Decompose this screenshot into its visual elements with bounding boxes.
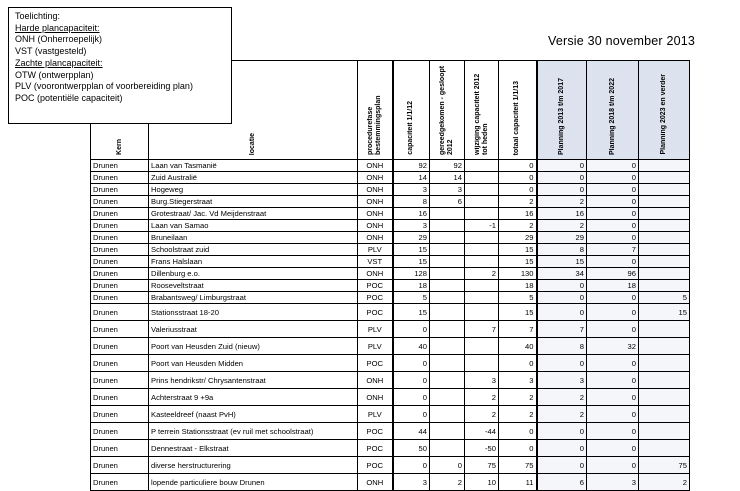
cell-locatie: diverse herstructurering — [149, 457, 358, 474]
cell-capaciteit: 14 — [393, 172, 430, 184]
cell-procedurefase: PLV — [358, 244, 393, 256]
cell-totaal: 40 — [499, 338, 537, 355]
cell-capaciteit: 44 — [393, 423, 430, 440]
header-capaciteit: capaciteit 1/1/12 — [393, 61, 430, 160]
cell-locatie: Bruneilaan — [149, 232, 358, 244]
cell-wijziging — [465, 208, 499, 220]
cell-planning-2013: 2 — [537, 196, 587, 208]
cell-planning-2018: 0 — [587, 256, 639, 268]
cell-gereedgekomen — [430, 304, 465, 321]
cell-procedurefase: ONH — [358, 172, 393, 184]
cell-wijziging — [465, 160, 499, 172]
cell-locatie: Laan van Samao — [149, 220, 358, 232]
cell-gereedgekomen: 92 — [430, 160, 465, 172]
cell-locatie: Grotestraat/ Jac. Vd Meijdenstraat — [149, 208, 358, 220]
cell-planning-2018: 0 — [587, 440, 639, 457]
cell-wijziging — [465, 232, 499, 244]
cell-planning-2013: 8 — [537, 338, 587, 355]
cell-locatie: Kasteeldreef (naast PvH) — [149, 406, 358, 423]
cell-planning-2023 — [639, 172, 690, 184]
legend-vst: VST (vastgesteld) — [15, 46, 87, 57]
cell-totaal: 15 — [499, 244, 537, 256]
cell-kern: Drunen — [91, 208, 149, 220]
table-row — [91, 220, 690, 232]
cell-planning-2023 — [639, 160, 690, 172]
cell-capaciteit: 3 — [393, 474, 430, 491]
legend-hard-heading: Harde plancapaciteit: — [15, 22, 100, 33]
cell-wijziging: 75 — [465, 457, 499, 474]
legend-soft-heading: Zachte plancapaciteit: — [15, 57, 103, 68]
cell-totaal: 2 — [499, 196, 537, 208]
cell-wijziging — [465, 292, 499, 304]
cell-planning-2023 — [639, 268, 690, 280]
cell-kern: Drunen — [91, 268, 149, 280]
table-row — [91, 196, 690, 208]
cell-gereedgekomen — [430, 389, 465, 406]
header-planning-2018: Planning 2018 t/m 2022 — [587, 61, 639, 160]
cell-planning-2018: 96 — [587, 268, 639, 280]
cell-planning-2018: 0 — [587, 457, 639, 474]
cell-planning-2018: 0 — [587, 292, 639, 304]
cell-wijziging — [465, 196, 499, 208]
cell-gereedgekomen — [430, 268, 465, 280]
cell-capaciteit: 0 — [393, 406, 430, 423]
cell-totaal: 2 — [499, 220, 537, 232]
cell-totaal: 7 — [499, 321, 537, 338]
cell-procedurefase: POC — [358, 292, 393, 304]
cell-locatie: Zuid Australië — [149, 172, 358, 184]
table-row — [91, 232, 690, 244]
cell-planning-2013: 2 — [537, 389, 587, 406]
cell-kern: Drunen — [91, 196, 149, 208]
cell-planning-2023 — [639, 406, 690, 423]
cell-gereedgekomen: 3 — [430, 184, 465, 196]
cell-gereedgekomen: 0 — [430, 457, 465, 474]
cell-procedurefase: POC — [358, 457, 393, 474]
table-row — [91, 268, 690, 280]
cell-planning-2018: 0 — [587, 184, 639, 196]
cell-planning-2013: 0 — [537, 457, 587, 474]
cell-locatie: lopende particuliere bouw Drunen — [149, 474, 358, 491]
cell-planning-2013: 0 — [537, 184, 587, 196]
table-row — [91, 338, 690, 355]
cell-wijziging — [465, 355, 499, 372]
cell-gereedgekomen — [430, 406, 465, 423]
cell-locatie: Schoolstraat zuid — [149, 244, 358, 256]
table-row — [91, 372, 690, 389]
cell-gereedgekomen — [430, 321, 465, 338]
cell-wijziging — [465, 304, 499, 321]
table-row — [91, 304, 690, 321]
cell-planning-2023 — [639, 423, 690, 440]
cell-kern: Drunen — [91, 474, 149, 491]
table-row — [91, 423, 690, 440]
cell-wijziging: -44 — [465, 423, 499, 440]
version-label: Versie 30 november 2013 — [548, 34, 696, 48]
cell-capaciteit: 16 — [393, 208, 430, 220]
table-row — [91, 457, 690, 474]
cell-totaal: 2 — [499, 389, 537, 406]
cell-planning-2023 — [639, 389, 690, 406]
legend-box — [8, 7, 232, 124]
table-row — [91, 172, 690, 184]
cell-kern: Drunen — [91, 184, 149, 196]
cell-totaal: 3 — [499, 372, 537, 389]
cell-gereedgekomen — [430, 232, 465, 244]
legend-otw: OTW (ontwerpplan) — [15, 69, 94, 80]
cell-planning-2013: 0 — [537, 304, 587, 321]
cell-planning-2023 — [639, 184, 690, 196]
table-row — [91, 244, 690, 256]
cell-capaciteit: 40 — [393, 338, 430, 355]
cell-kern: Drunen — [91, 292, 149, 304]
cell-wijziging — [465, 244, 499, 256]
cell-planning-2018: 0 — [587, 304, 639, 321]
cell-planning-2023: 5 — [639, 292, 690, 304]
legend-onh: ONH (Onherroepelijk) — [15, 34, 103, 45]
cell-planning-2018: 0 — [587, 172, 639, 184]
cell-planning-2023 — [639, 321, 690, 338]
cell-planning-2013: 15 — [537, 256, 587, 268]
cell-kern: Drunen — [91, 440, 149, 457]
cell-kern: Drunen — [91, 423, 149, 440]
cell-planning-2023 — [639, 196, 690, 208]
table-row — [91, 355, 690, 372]
cell-totaal: 18 — [499, 280, 537, 292]
cell-locatie: Hogeweg — [149, 184, 358, 196]
cell-locatie: Poort van Heusden Midden — [149, 355, 358, 372]
cell-gereedgekomen: 14 — [430, 172, 465, 184]
header-gereedgekomen: gereedgekomen - gesloopt 2012 — [430, 61, 465, 160]
cell-planning-2013: 0 — [537, 355, 587, 372]
cell-locatie: Achterstraat 9 +9a — [149, 389, 358, 406]
cell-totaal: 5 — [499, 292, 537, 304]
cell-gereedgekomen — [430, 220, 465, 232]
cell-planning-2013: 29 — [537, 232, 587, 244]
cell-capaciteit: 3 — [393, 184, 430, 196]
cell-planning-2018: 0 — [587, 355, 639, 372]
cell-totaal: 0 — [499, 160, 537, 172]
cell-planning-2013: 3 — [537, 372, 587, 389]
cell-procedurefase: PLV — [358, 321, 393, 338]
cell-gereedgekomen: 2 — [430, 474, 465, 491]
cell-capaciteit: 0 — [393, 355, 430, 372]
cell-totaal: 0 — [499, 355, 537, 372]
cell-locatie: Rooseveltstraat — [149, 280, 358, 292]
cell-planning-2018: 0 — [587, 196, 639, 208]
cell-kern: Drunen — [91, 160, 149, 172]
cell-wijziging — [465, 172, 499, 184]
cell-capaciteit: 18 — [393, 280, 430, 292]
cell-procedurefase: PLV — [358, 338, 393, 355]
cell-totaal: 15 — [499, 304, 537, 321]
cell-procedurefase: POC — [358, 355, 393, 372]
cell-planning-2013: 2 — [537, 406, 587, 423]
cell-kern: Drunen — [91, 304, 149, 321]
cell-planning-2018: 0 — [587, 372, 639, 389]
cell-procedurefase: ONH — [358, 474, 393, 491]
cell-procedurefase: ONH — [358, 268, 393, 280]
table-row — [91, 208, 690, 220]
cell-planning-2018: 0 — [587, 220, 639, 232]
cell-planning-2023 — [639, 280, 690, 292]
cell-capaciteit: 0 — [393, 372, 430, 389]
cell-wijziging: 7 — [465, 321, 499, 338]
cell-planning-2013: 6 — [537, 474, 587, 491]
cell-planning-2018: 0 — [587, 389, 639, 406]
table-row — [91, 292, 690, 304]
table-row — [91, 474, 690, 491]
cell-planning-2013: 16 — [537, 208, 587, 220]
cell-gereedgekomen — [430, 244, 465, 256]
cell-planning-2023 — [639, 372, 690, 389]
cell-procedurefase: ONH — [358, 372, 393, 389]
cell-locatie: Laan van Tasmanië — [149, 160, 358, 172]
cell-locatie: Burg.Stiegerstraat — [149, 196, 358, 208]
cell-kern: Drunen — [91, 232, 149, 244]
capacity-table — [90, 60, 690, 491]
cell-procedurefase: ONH — [358, 184, 393, 196]
cell-capaciteit: 15 — [393, 244, 430, 256]
cell-kern: Drunen — [91, 321, 149, 338]
cell-wijziging: -50 — [465, 440, 499, 457]
cell-planning-2013: 34 — [537, 268, 587, 280]
legend-poc: POC (potentiële capaciteit) — [15, 92, 123, 103]
cell-gereedgekomen — [430, 280, 465, 292]
cell-planning-2023 — [639, 355, 690, 372]
cell-kern: Drunen — [91, 256, 149, 268]
cell-procedurefase: ONH — [358, 196, 393, 208]
cell-capaciteit: 50 — [393, 440, 430, 457]
cell-kern: Drunen — [91, 280, 149, 292]
cell-planning-2023: 2 — [639, 474, 690, 491]
cell-capaciteit: 5 — [393, 292, 430, 304]
cell-wijziging: 2 — [465, 406, 499, 423]
table-row — [91, 406, 690, 423]
cell-gereedgekomen — [430, 292, 465, 304]
cell-totaal: 2 — [499, 406, 537, 423]
cell-locatie: Prins hendrikstr/ Chrysantenstraat — [149, 372, 358, 389]
cell-wijziging — [465, 280, 499, 292]
cell-planning-2013: 0 — [537, 280, 587, 292]
cell-planning-2018: 0 — [587, 160, 639, 172]
cell-procedurefase: ONH — [358, 220, 393, 232]
cell-planning-2013: 0 — [537, 172, 587, 184]
cell-locatie: Dillenburg e.o. — [149, 268, 358, 280]
cell-capaciteit: 0 — [393, 389, 430, 406]
cell-planning-2013: 0 — [537, 440, 587, 457]
header-procedurefase: procedurefase bestemmingsplan — [358, 61, 393, 160]
cell-totaal: 0 — [499, 440, 537, 457]
cell-capaciteit: 15 — [393, 304, 430, 321]
cell-gereedgekomen — [430, 338, 465, 355]
cell-locatie: Stationsstraat 18-20 — [149, 304, 358, 321]
cell-capaciteit: 15 — [393, 256, 430, 268]
cell-procedurefase: ONH — [358, 160, 393, 172]
cell-totaal: 16 — [499, 208, 537, 220]
cell-capaciteit: 0 — [393, 321, 430, 338]
cell-totaal: 0 — [499, 172, 537, 184]
cell-gereedgekomen — [430, 440, 465, 457]
cell-kern: Drunen — [91, 406, 149, 423]
cell-locatie: Valeriusstraat — [149, 321, 358, 338]
cell-locatie: Poort van Heusden Zuid (nieuw) — [149, 338, 358, 355]
cell-kern: Drunen — [91, 372, 149, 389]
cell-totaal: 29 — [499, 232, 537, 244]
legend-title: Toelichting: — [15, 11, 61, 21]
cell-gereedgekomen — [430, 256, 465, 268]
header-locatie: locatie — [149, 61, 358, 160]
cell-planning-2013: 0 — [537, 292, 587, 304]
table-row — [91, 280, 690, 292]
cell-planning-2023 — [639, 232, 690, 244]
cell-planning-2018: 0 — [587, 232, 639, 244]
cell-totaal: 11 — [499, 474, 537, 491]
cell-planning-2018: 7 — [587, 244, 639, 256]
header-totaal: totaal capaciteit 1/1/13 — [499, 61, 537, 160]
cell-gereedgekomen — [430, 423, 465, 440]
cell-wijziging — [465, 338, 499, 355]
cell-capaciteit: 128 — [393, 268, 430, 280]
table-row — [91, 184, 690, 196]
cell-capaciteit: 29 — [393, 232, 430, 244]
cell-wijziging — [465, 184, 499, 196]
cell-procedurefase: ONH — [358, 208, 393, 220]
cell-planning-2023 — [639, 208, 690, 220]
cell-wijziging: 2 — [465, 268, 499, 280]
cell-planning-2018: 0 — [587, 406, 639, 423]
cell-planning-2018: 0 — [587, 423, 639, 440]
cell-procedurefase: ONH — [358, 389, 393, 406]
cell-gereedgekomen — [430, 355, 465, 372]
cell-totaal: 130 — [499, 268, 537, 280]
cell-planning-2018: 32 — [587, 338, 639, 355]
cell-wijziging: 3 — [465, 372, 499, 389]
legend-plv: PLV (voorontwerpplan of voorbereiding plan) — [15, 81, 193, 92]
cell-totaal: 0 — [499, 184, 537, 196]
cell-procedurefase: POC — [358, 440, 393, 457]
cell-planning-2023 — [639, 440, 690, 457]
cell-planning-2023 — [639, 220, 690, 232]
cell-planning-2013: 0 — [537, 423, 587, 440]
cell-capaciteit: 92 — [393, 160, 430, 172]
cell-planning-2018: 0 — [587, 208, 639, 220]
cell-gereedgekomen — [430, 208, 465, 220]
cell-kern: Drunen — [91, 172, 149, 184]
cell-capaciteit: 3 — [393, 220, 430, 232]
header-wijziging: wijziging capaciteit 2012 tot heden — [465, 61, 499, 160]
cell-planning-2023 — [639, 244, 690, 256]
cell-planning-2013: 2 — [537, 220, 587, 232]
cell-kern: Drunen — [91, 244, 149, 256]
header-kern: Kern — [91, 61, 149, 160]
cell-procedurefase: POC — [358, 304, 393, 321]
cell-procedurefase: VST — [358, 256, 393, 268]
cell-procedurefase: POC — [358, 423, 393, 440]
cell-locatie: Brabantsweg/ Limburgstraat — [149, 292, 358, 304]
cell-wijziging: -1 — [465, 220, 499, 232]
cell-planning-2023 — [639, 256, 690, 268]
header-planning-2013: Planning 2013 t/m 2017 — [537, 61, 587, 160]
cell-planning-2013: 8 — [537, 244, 587, 256]
cell-procedurefase: POC — [358, 280, 393, 292]
table-row — [91, 440, 690, 457]
cell-kern: Drunen — [91, 457, 149, 474]
cell-totaal: 15 — [499, 256, 537, 268]
cell-planning-2023: 75 — [639, 457, 690, 474]
cell-planning-2013: 7 — [537, 321, 587, 338]
cell-wijziging — [465, 256, 499, 268]
cell-capaciteit: 0 — [393, 457, 430, 474]
cell-planning-2023: 15 — [639, 304, 690, 321]
cell-wijziging: 10 — [465, 474, 499, 491]
cell-kern: Drunen — [91, 389, 149, 406]
cell-planning-2018: 3 — [587, 474, 639, 491]
cell-kern: Drunen — [91, 338, 149, 355]
cell-planning-2018: 18 — [587, 280, 639, 292]
cell-kern: Drunen — [91, 220, 149, 232]
cell-locatie: P terrein Stationsstraat (ev ruil met schoolstraat) — [149, 423, 358, 440]
cell-planning-2018: 0 — [587, 321, 639, 338]
cell-procedurefase: PLV — [358, 406, 393, 423]
table-row — [91, 160, 690, 172]
cell-procedurefase: ONH — [358, 232, 393, 244]
cell-locatie: Dennestraat - Elkstraat — [149, 440, 358, 457]
cell-gereedgekomen — [430, 372, 465, 389]
table-row — [91, 389, 690, 406]
cell-totaal: 75 — [499, 457, 537, 474]
cell-planning-2013: 0 — [537, 160, 587, 172]
cell-kern: Drunen — [91, 355, 149, 372]
cell-wijziging: 2 — [465, 389, 499, 406]
header-planning-2023: Planning 2023 en verder — [639, 61, 690, 160]
cell-gereedgekomen: 6 — [430, 196, 465, 208]
cell-totaal: 0 — [499, 423, 537, 440]
cell-planning-2023 — [639, 338, 690, 355]
table-row — [91, 256, 690, 268]
table-body — [91, 160, 690, 491]
cell-locatie: Frans Halslaan — [149, 256, 358, 268]
table-row — [91, 321, 690, 338]
cell-capaciteit: 8 — [393, 196, 430, 208]
